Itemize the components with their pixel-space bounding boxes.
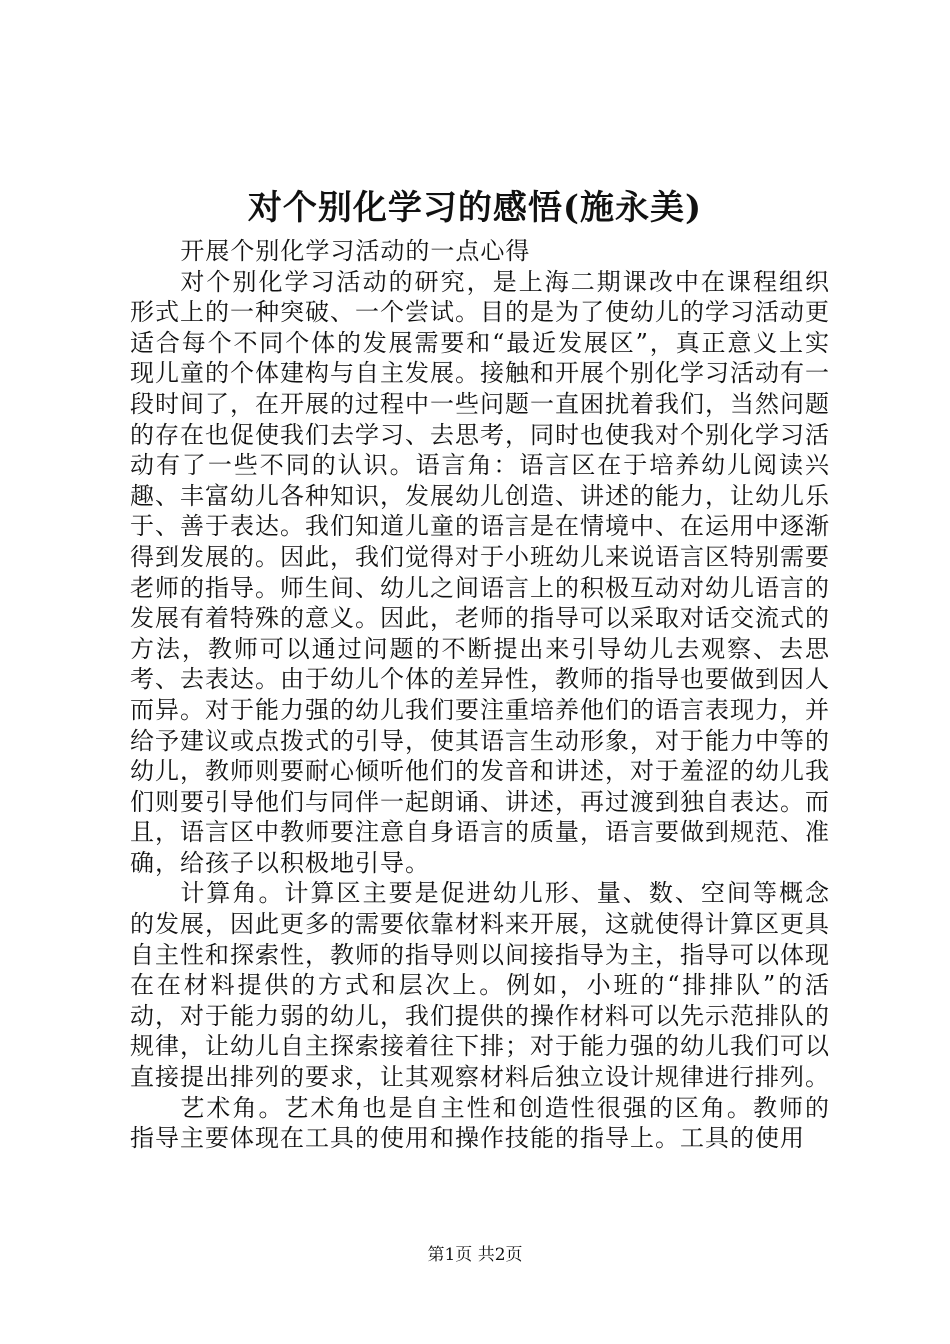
paragraph-art-corner: 艺术角。艺术角也是自主性和创造性很强的区角。教师的指导主要体现在工具的使用和操作技能的指导上。工具的使用 — [130, 1093, 830, 1153]
subtitle: 开展个别化学习活动的一点心得 — [180, 237, 531, 265]
document-body — [130, 236, 830, 1154]
page-number: 第1页 共2页 — [427, 1245, 523, 1265]
document-title: 对个别化学习的感悟(施永美) — [247, 188, 703, 228]
paragraph-math-corner: 计算角。计算区主要是促进幼儿形、量、数、空间等概念的发展，因此更多的需要依靠材料来开展，这就使得计算区更具自主性和探索性，教师的指导则以间接指导为主，指导可以体现在在材料提供的方式和层次上。例如，小班的“排排队”的活动，对于能力弱的幼儿，我们提供的操作材料可以先示范排队的规律，让幼儿自主探索接着往下排；对于能力强的幼儿我们可以直接提出排列的要求，让其观察材料后独立设计规律进行排列。 — [130, 879, 830, 1092]
paragraph-language-corner: 对个别化学习活动的研究，是上海二期课改中在课程组织形式上的一种突破、一个尝试。目的是为了使幼儿的学习活动更适合每个不同个体的发展需要和“最近发展区”，真正意义上实现儿童的个体建构与自主发展。接触和开展个别化学习活动有一段时间了，在开展的过程中一些问题一直困扰着我们，当然问题的存在也促使我们去学习、去思考，同时也使我对个别化学习活动有了一些不同的认识。语言角：语言区在于培养幼儿阅读兴趣、丰富幼儿各种知识，发展幼儿创造、讲述的能力，让幼儿乐于、善于表达。我们知道儿童的语言是在情境中、在运用中逐渐得到发展的。因此，我们觉得对于小班幼儿来说语言区特别需要老师的指导。师生间、幼儿之间语言上的积极互动对幼儿语言的发展有着特殊的意义。因此，老师的指导可以采取对话交流式的方法，教师可以通过问题的不断提出来引导幼儿去观察、去思考、去表达。由于幼儿个体的差异性，教师的指导也要做到因人而异。对于能力强的幼儿我们要注重培养他们的语言表现力，并给予建议或点拨式的引导，使其语言生动形象，对于能力中等的幼儿，教师则要耐心倾听他们的发音和讲述，对于羞涩的幼儿我们则要引导他们与同伴一起朗诵、讲述，再过渡到独自表达。而且，语言区中教师要注意自身语言的质量，语言要做到规范、准确，给孩子以积极地引导。 — [130, 267, 830, 877]
